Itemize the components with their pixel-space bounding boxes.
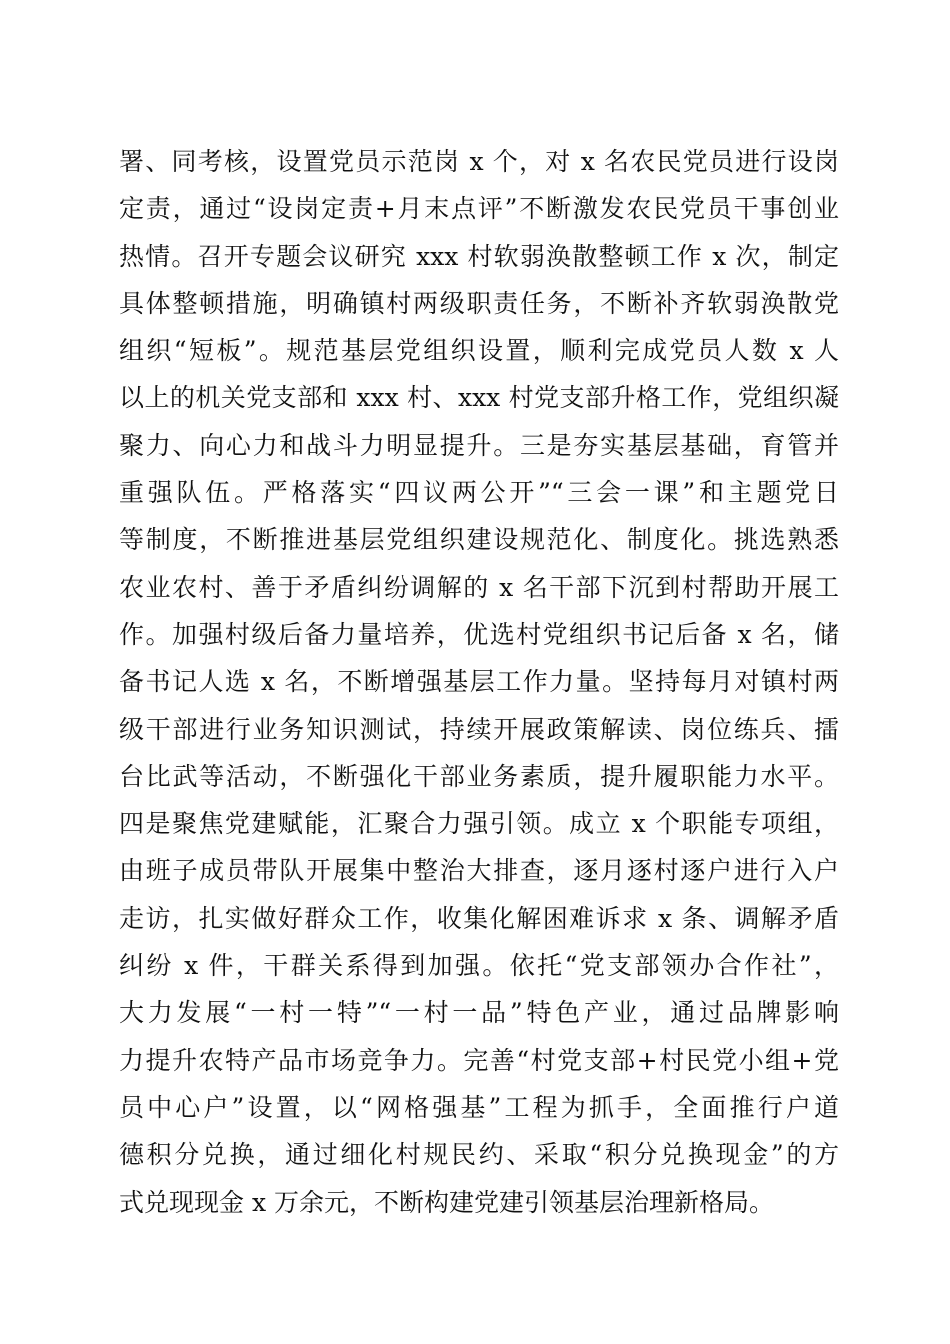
- text-line-20: 力提升农特产品市场竞争力。完善“村党支部+村民党小组+党: [119, 1045, 839, 1075]
- text-line-19: 大力发展“一村一特”“一村一品”特色产业，通过品牌影响: [119, 998, 839, 1028]
- text-line-9: 等制度，不断推进基层党组织建设规范化、制度化。挑选熟悉: [119, 525, 839, 555]
- text-line-17: 走访，扎实做好群众工作，收集化解困难诉求 x 条、调解矛盾: [119, 903, 839, 933]
- text-line-22: 德积分兑换，通过细化村规民约、采取“积分兑换现金”的方: [119, 1140, 839, 1170]
- text-line-12: 备书记人选 x 名，不断增强基层工作力量。坚持每月对镇村两: [119, 667, 839, 697]
- text-line-15: 四是聚焦党建赋能，汇聚合力强引领。成立 x 个职能专项组，: [119, 809, 839, 839]
- text-line-1: 署、同考核，设置党员示范岗 x 个，对 x 名农民党员进行设岗: [119, 147, 839, 176]
- text-line-10: 农业农村、善于矛盾纠纷调解的 x 名干部下沉到村帮助开展工: [119, 572, 839, 602]
- text-line-5: 组织“短板”。规范基层党组织设置，顺利完成党员人数 x 人: [119, 336, 839, 366]
- text-line-4: 具体整顿措施，明确镇村两级职责任务，不断补齐软弱涣散党: [119, 288, 839, 318]
- text-line-6: 以上的机关党支部和 xxx 村、xxx 村党支部升格工作，党组织凝: [119, 383, 839, 413]
- text-line-18: 纠纷 x 件，干群关系得到加强。依托“党支部领办合作社”，: [119, 951, 839, 981]
- text-line-2: 定责，通过“设岗定责+月末点评”不断激发农民党员干事创业: [119, 194, 839, 224]
- body-paragraph: [119, 138, 839, 1226]
- text-line-11: 作。加强村级后备力量培养，优选村党组织书记后备 x 名，储: [119, 619, 839, 649]
- text-line-7: 聚力、向心力和战斗力明显提升。三是夯实基层基础，育管并: [119, 430, 839, 460]
- text-line-14: 台比武等活动，不断强化干部业务素质，提升履职能力水平。: [119, 761, 839, 791]
- text-line-8: 重强队伍。严格落实“四议两公开”“三会一课”和主题党日: [119, 478, 839, 508]
- text-line-16: 由班子成员带队开展集中整治大排查，逐月逐村逐户进行入户: [119, 856, 839, 886]
- text-line-3: 热情。召开专题会议研究 xxx 村软弱涣散整顿工作 x 次，制定: [119, 241, 839, 271]
- text-line-23: 式兑现现金 x 万余元，不断构建党建引领基层治理新格局。: [119, 1187, 774, 1217]
- text-line-13: 级干部进行业务知识测试，持续开展政策解读、岗位练兵、擂: [119, 714, 839, 744]
- text-line-21: 员中心户”设置，以“网格强基”工程为抓手，全面推行户道: [119, 1092, 839, 1122]
